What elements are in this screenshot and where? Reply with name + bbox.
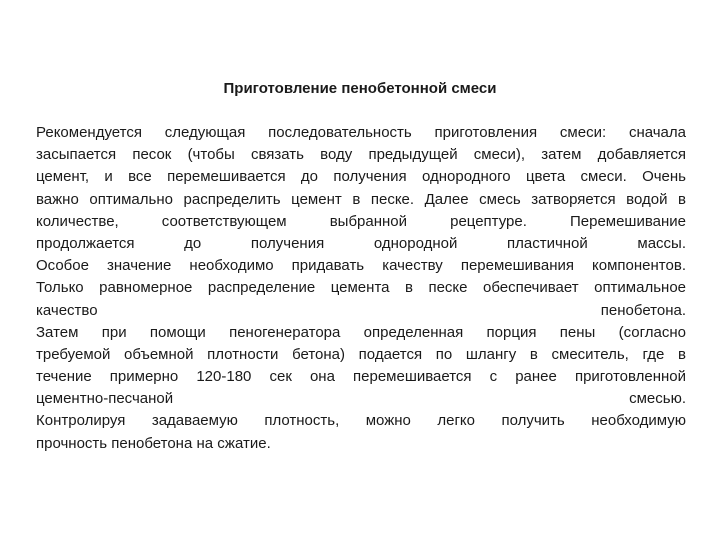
document-title: Приготовление пенобетонной смеси — [223, 80, 497, 97]
body-line: засыпается песок (чтобы связать воду предыдущей смеси), затем добавляется — [36, 146, 686, 164]
body-line: важно оптимально распределить цемент в песке. Далее смесь затворяется водой в — [36, 190, 686, 208]
body-line: цементно-песчаной смесью. — [36, 390, 686, 408]
body-line: цемент, и все перемешивается до получения однородного цвета смеси. Очень — [36, 168, 686, 186]
body-line: Затем при помощи пеногенератора определенная порция пены (согласно — [36, 323, 686, 341]
body-line: Только равномерное распределение цемента в песке обеспечивает оптимальное — [36, 279, 686, 297]
body-line: продолжается до получения однородной пластичной массы. — [36, 234, 686, 252]
body-line: требуемой объемной плотности бетона) подается по шлангу в смеситель, где в — [36, 345, 686, 363]
body-line: прочность пенобетона на сжатие. — [36, 434, 271, 452]
body-line: Особое значение необходимо придавать качеству перемешивания компонентов. — [36, 257, 686, 275]
body-line: количестве, соответствующем выбранной рецептуре. Перемешивание — [36, 212, 686, 230]
document-body — [36, 122, 686, 455]
body-line: течение примерно 120-180 сек она перемешивается с ранее приготовленной — [36, 368, 686, 386]
body-line: Рекомендуется следующая последовательность приготовления смеси: сначала — [36, 124, 686, 141]
body-line: Контролируя задаваемую плотность, можно легко получить необходимую — [36, 412, 686, 430]
body-line: качество пенобетона. — [36, 301, 686, 319]
